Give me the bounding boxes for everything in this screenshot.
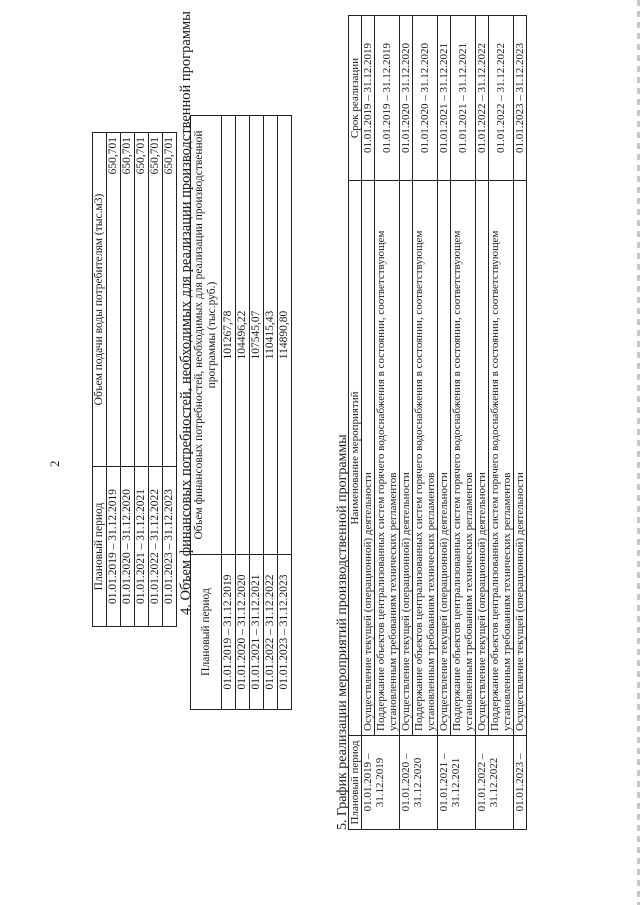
period-cell: 01.01.2023 – 31.12.2023: [163, 467, 177, 627]
table-row: [163, 133, 177, 627]
activity-cell: Поддержание объектов централизованных систем горячего водоснабжения в состоянии, соответствующем установленным требованиям технических регламентов: [413, 181, 438, 736]
volume-cell: 650,701: [121, 133, 135, 467]
table-row: [476, 16, 489, 830]
page-number: 2: [47, 460, 62, 467]
financial-needs-table: [190, 115, 292, 710]
term-cell: 01.01.2021 – 31.12.2021: [451, 16, 476, 181]
period-cell: 01.01.2022 – 31.12.2022: [476, 736, 514, 830]
activity-cell: Поддержание объектов централизованных систем горячего водоснабжения в состоянии, соответствующем установленным требованиям технических регламентов: [451, 181, 476, 736]
term-cell: 01.01.2023 – 31.12.2023: [514, 16, 527, 181]
volume-cell: 650,701: [135, 133, 149, 467]
table-row: [514, 16, 527, 830]
period-cell: 01.01.2023 – 31.12.2023: [278, 555, 292, 710]
term-cell: 01.01.2021 – 31.12.2021: [438, 16, 451, 181]
activity-cell: Поддержание объектов централизованных систем горячего водоснабжения в состоянии, соответствующем установленным требованиям технических регламентов: [489, 181, 514, 736]
period-cell: 01.01.2020 – 31.12.2020: [236, 555, 250, 710]
period-cell: 01.01.2022 – 31.12.2022: [264, 555, 278, 710]
table-row: [107, 133, 121, 627]
term-cell: 01.01.2020 – 31.12.2020: [413, 16, 438, 181]
period-cell: 01.01.2019 – 31.12.2019: [222, 555, 236, 710]
col-header-period: Плановый период: [349, 736, 362, 830]
table-row: [236, 116, 250, 710]
activity-cell: Осуществление текущей (операционной) деятельности: [476, 181, 489, 736]
table-row: [264, 116, 278, 710]
table-row: [451, 16, 476, 830]
period-cell: 01.01.2022 – 31.12.2022: [149, 467, 163, 627]
section-4-heading: 4. Объем финансовых потребностей, необходимых для реализации производственной программы: [178, 11, 194, 615]
table-row: [250, 116, 264, 710]
col-header-name: Наименование мероприятий: [349, 181, 362, 736]
activity-cell: Осуществление текущей (операционной) деятельности: [438, 181, 451, 736]
amount-cell: 101267,78: [222, 116, 236, 555]
table-row: [121, 133, 135, 627]
activity-cell: Осуществление текущей (операционной) деятельности: [514, 181, 527, 736]
table-row: [278, 116, 292, 710]
period-cell: 01.01.2019 – 31.12.2019: [107, 467, 121, 627]
table-row: [222, 116, 236, 710]
period-cell: 01.01.2021 – 31.12.2021: [250, 555, 264, 710]
table-row: [438, 16, 451, 830]
term-cell: 01.01.2019 – 31.12.2019: [375, 16, 400, 181]
activity-cell: Поддержание объектов централизованных систем горячего водоснабжения в состоянии, соответствующем установленным требованиям технических регламентов: [375, 181, 400, 736]
table-row: [489, 16, 514, 830]
table-row: [135, 133, 149, 627]
schedule-table: [348, 15, 527, 830]
period-cell: 01.01.2020 – 31.12.2020: [121, 467, 135, 627]
activity-cell: Осуществление текущей (операционной) деятельности: [362, 181, 375, 736]
period-cell: 01.01.2019 – 31.12.2019: [362, 736, 400, 830]
period-cell: 01.01.2023 –: [514, 736, 527, 830]
term-cell: 01.01.2019 – 31.12.2019: [362, 16, 375, 181]
amount-cell: 114890,80: [278, 116, 292, 555]
section-5-heading: 5. График реализации мероприятий производственной программы: [335, 434, 350, 830]
term-cell: 01.01.2020 – 31.12.2020: [400, 16, 413, 181]
term-cell: 01.01.2022 – 31.12.2022: [489, 16, 514, 181]
amount-cell: 110415,43: [264, 116, 278, 555]
activity-cell: Осуществление текущей (операционной) деятельности: [400, 181, 413, 736]
volume-cell: 650,701: [149, 133, 163, 467]
water-volume-table: [92, 132, 177, 627]
table-row: [149, 133, 163, 627]
amount-cell: 104496,22: [236, 116, 250, 555]
col-header-term: Срок реализации: [349, 16, 362, 181]
volume-cell: 650,701: [107, 133, 121, 467]
term-cell: 01.01.2022 – 31.12.2022: [476, 16, 489, 181]
period-cell: 01.01.2021 – 31.12.2021: [438, 736, 476, 830]
table-row: [400, 16, 413, 830]
period-cell: 01.01.2021 – 31.12.2021: [135, 467, 149, 627]
table-row: [362, 16, 375, 830]
table-row: [375, 16, 400, 830]
table-row: [413, 16, 438, 830]
amount-cell: 107545,07: [250, 116, 264, 555]
col-header-period: Плановый период: [191, 555, 222, 710]
period-cell: 01.01.2020 – 31.12.2020: [400, 736, 438, 830]
col-header-period: Плановый период: [93, 467, 107, 627]
col-header-amount: Объем финансовых потребностей, необходимых для реализации производственной программы (тыс.руб.): [191, 116, 222, 555]
col-header-volume: Объем подачи воды потребителям (тыс.м3): [93, 133, 107, 467]
volume-cell: 650,701: [163, 133, 177, 467]
